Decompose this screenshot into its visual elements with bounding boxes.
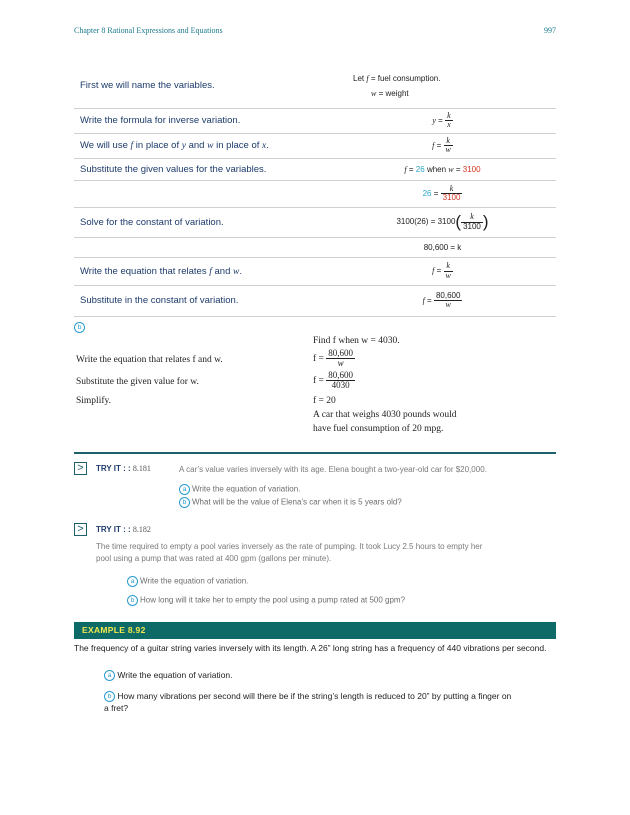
page-number: 997 bbox=[544, 26, 556, 35]
partb-step-math: f = 20 bbox=[313, 396, 336, 406]
find-statement: Find f when w = 4030. bbox=[313, 336, 400, 346]
try-it-part-b: b What will be the value of Elena’s car when it is 5 years old? bbox=[179, 497, 402, 508]
step-row-name-vars bbox=[74, 64, 556, 108]
partb-step-text: Simplify. bbox=[76, 396, 112, 406]
step-row-substitute bbox=[74, 158, 556, 180]
part-b-label: b bbox=[74, 322, 85, 333]
step-text: Substitute the given values for the variables. bbox=[74, 158, 329, 180]
example-header bbox=[74, 622, 556, 639]
step-math: f = $\frac{k}{w}$ bbox=[329, 133, 556, 158]
step-row-k-value bbox=[74, 237, 556, 257]
try-it-title: TRY IT : : 8.181 bbox=[96, 464, 151, 473]
fraction: $\frac{k}{w}$ bbox=[445, 135, 451, 154]
chapter-header: Chapter 8 Rational Expressions and Equations bbox=[74, 26, 223, 35]
partb-step-math: f = $\frac{80,600}{4030}$ bbox=[313, 370, 354, 391]
step-row-use bbox=[74, 133, 556, 158]
conclusion-line-2: have fuel consumption of 20 mpg. bbox=[313, 424, 444, 434]
example-problem-text: The frequency of a guitar string varies inversely with its length. A 26” long string has a frequency of 440 vibrations per second. bbox=[74, 643, 547, 653]
partb-step-text: Substitute the given value for w. bbox=[76, 377, 199, 387]
try-it-8-182 bbox=[74, 523, 556, 611]
step-math: f = 26 when w = 3100 bbox=[329, 158, 556, 180]
step-text: Write the equation that relates f and w. bbox=[74, 257, 329, 285]
step-math: 26 = $\frac{k}{3100}$ bbox=[329, 180, 556, 207]
try-it-text-line-1: The time required to empty a pool varies inversely as the rate of pumping. It took Lucy 2.5 hours to empty her bbox=[96, 542, 483, 551]
partb-step-math: f = $\frac{80,600}{w}$ bbox=[313, 348, 354, 369]
step-row-solve bbox=[74, 207, 556, 237]
conclusion-line-1: A car that weighs 4030 pounds would bbox=[313, 410, 457, 420]
fraction: $\frac{k}{w}$ bbox=[445, 261, 451, 280]
step-text: Solve for the constant of variation. bbox=[74, 207, 329, 237]
try-it-8-181 bbox=[74, 462, 556, 512]
fraction: $\frac{80,600}{w}$ bbox=[435, 290, 461, 309]
step-math: f = $\frac{80,600}{w}$ bbox=[329, 285, 556, 316]
step-math: y = $\frac{k}{x}$ bbox=[329, 108, 556, 133]
example-part-b: b How many vibrations per second will there be if the string’s length is reduced to 20” by putting a finger on a fret? bbox=[104, 691, 512, 714]
step-row-relate bbox=[74, 257, 556, 285]
example-part-a: a Write the equation of variation. bbox=[104, 669, 233, 681]
part-b-solution bbox=[74, 322, 556, 442]
step-math: Let f = fuel consumption. w = weight bbox=[329, 64, 556, 108]
step-row-formula bbox=[74, 108, 556, 133]
solution-steps-table bbox=[74, 64, 556, 317]
partb-step-text: Write the equation that relates f and w. bbox=[76, 355, 223, 365]
expand-arrow-icon[interactable]: > bbox=[74, 523, 87, 536]
step-text: Substitute in the constant of variation. bbox=[74, 285, 329, 316]
fraction: $\frac{80,600}{4030}$ bbox=[328, 370, 354, 391]
try-it-text-line-2: pool using a pump that was rated at 400 gpm (gallons per minute). bbox=[96, 554, 332, 563]
example-label: EXAMPLE 8.92 bbox=[82, 625, 146, 635]
fraction: $\frac{80,600}{w}$ bbox=[328, 348, 354, 369]
step-math: f = $\frac{k}{w}$ bbox=[329, 257, 556, 285]
section-divider bbox=[74, 452, 556, 454]
step-text: We will use f in place of y and w in place of x. bbox=[74, 133, 329, 158]
try-it-part-b: b How long will it take her to empty the pool using a pump rated at 500 gpm? bbox=[127, 595, 405, 606]
step-math: 3100(26) = 3100( $\frac{k}{3100}$ ) bbox=[329, 207, 556, 237]
step-math: 80,600 = k bbox=[329, 237, 556, 257]
try-it-part-a: a Write the equation of variation. bbox=[179, 484, 300, 495]
expand-arrow-icon[interactable]: > bbox=[74, 462, 87, 475]
step-row-constant bbox=[74, 285, 556, 316]
try-it-part-a: a Write the equation of variation. bbox=[127, 576, 248, 587]
fraction: $\frac{k}{x}$ bbox=[447, 110, 451, 129]
try-it-title: TRY IT : : 8.182 bbox=[96, 525, 151, 534]
step-row-sub-result bbox=[74, 180, 556, 207]
step-text: Write the formula for inverse variation. bbox=[74, 108, 329, 133]
try-it-text: A car’s value varies inversely with its age. Elena bought a two-year-old car for $20,000. bbox=[179, 465, 487, 474]
fraction: $\frac{k}{3100}$ bbox=[442, 183, 461, 202]
fraction: $\frac{k}{3100}$ bbox=[463, 212, 481, 231]
step-text: First we will name the variables. bbox=[74, 64, 329, 108]
